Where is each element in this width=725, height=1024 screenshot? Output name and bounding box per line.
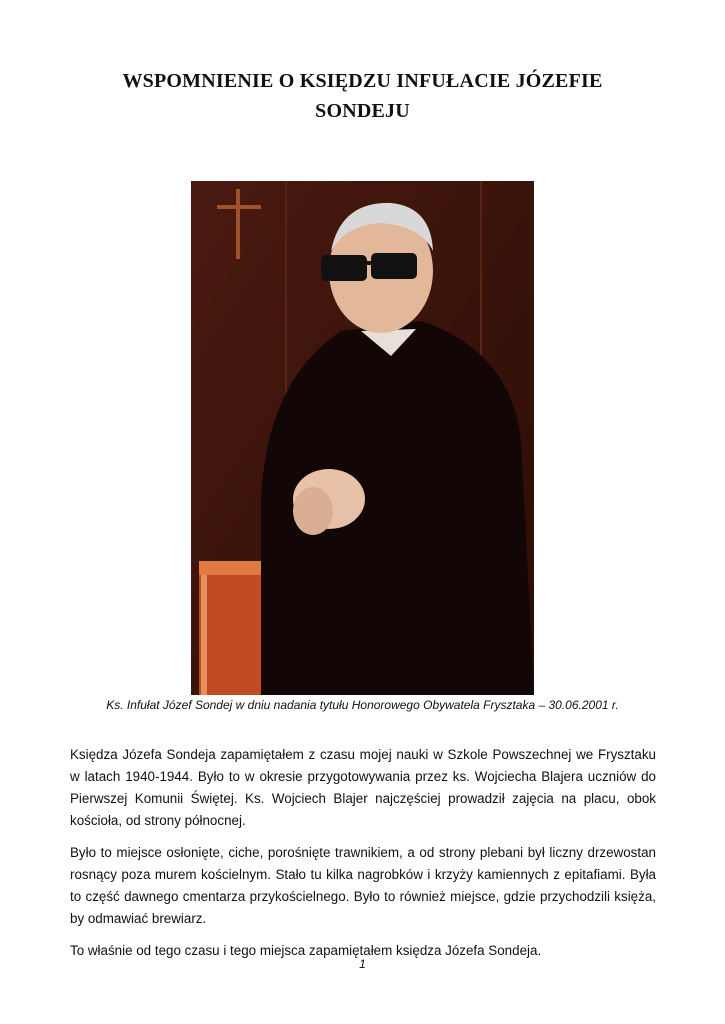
photo-caption: Ks. Infułat Józef Sondej w dniu nadania tytułu Honorowego Obywatela Frysztaka – 30.06.2001 r. (106, 698, 619, 712)
paragraph: To właśnie od tego czasu i tego miejsca zapamiętałem księdza Józefa Sondeja. (70, 943, 542, 958)
document-title: WSPOMNIENIE O KSIĘDZU INFUŁACIE JÓZEFIE SONDEJU (122, 70, 603, 122)
page-number: 1 (359, 957, 366, 971)
portrait-illustration (191, 181, 534, 695)
paragraph: Księdza Józefa Sondeja zapamiętałem z czasu mojej nauki w Szkole Powszechnej we Frysztaku w latach 1940-1944. Było to w okresie przygotowywania przez ks. Wojciecha Blajera uczniów do Pierwszej Komunii Świętej. Ks. Wojciech Blajer najczęściej prowadził zajęcia na placu, obok kościoła, od strony północnej. (70, 747, 656, 828)
paragraph: Było to miejsce osłonięte, ciche, porośnięte trawnikiem, a od strony plebani był liczny drzewostan rosnący poza murem kościelnym. Stało tu kilka nagrobków i krzyży kamiennych z epitafiami. Była to część dawnego cmentarza przykościelnego. Było to również miejsce, gdzie przychodzili księża, by odmawiać brewiarz. (70, 845, 656, 926)
portrait-photo (191, 181, 534, 695)
document-body (70, 744, 656, 972)
